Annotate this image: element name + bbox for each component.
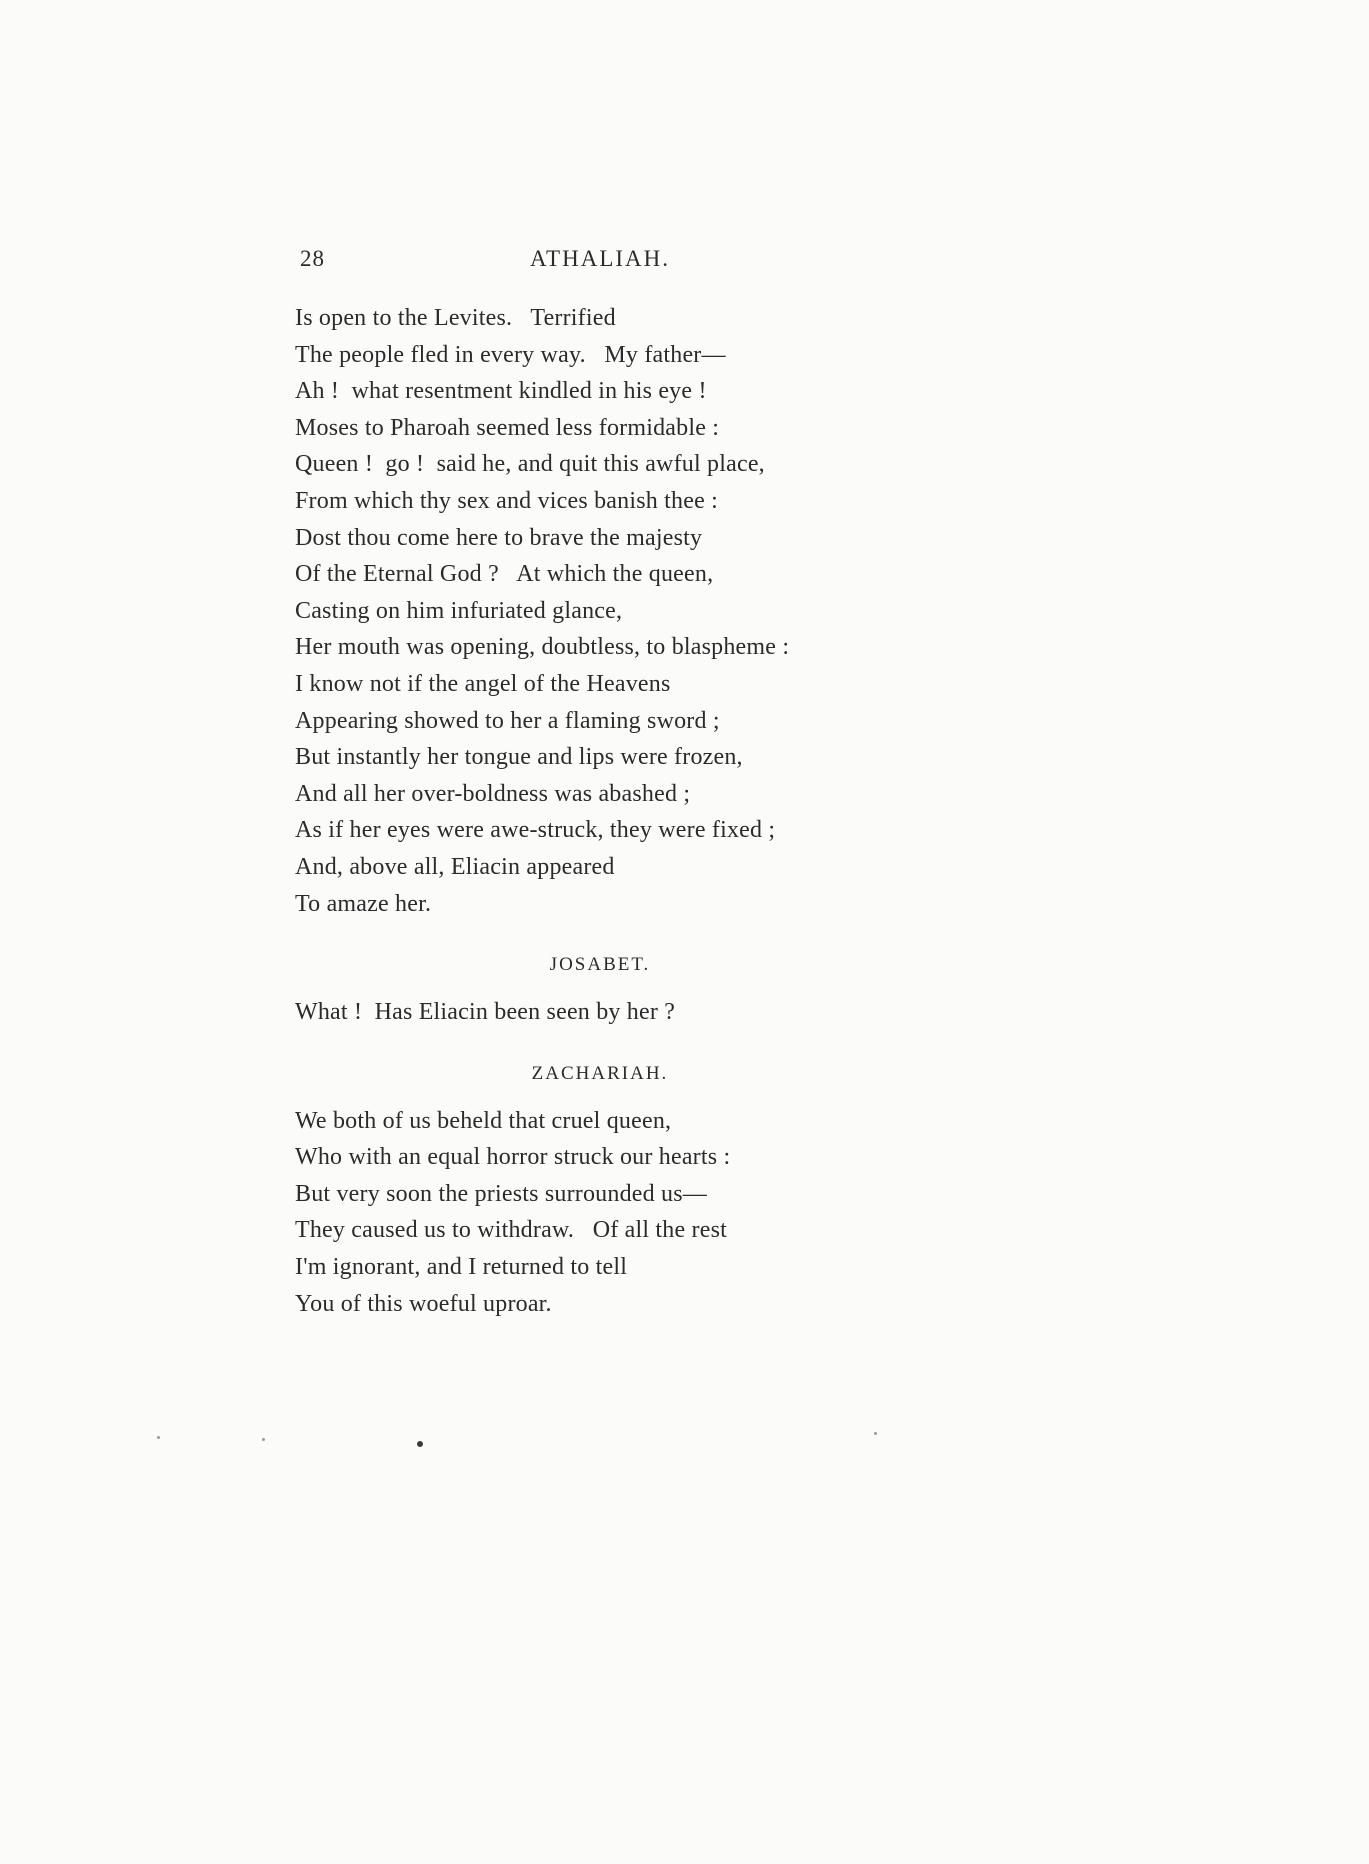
verse-line: From which thy sex and vices banish thee : [295,487,718,514]
scan-speck [262,1438,265,1441]
verse-line: The people fled in every way. My father— [295,341,726,368]
verse-line: We both of us beheld that cruel queen, [295,1107,672,1134]
verse-line: Ah ! what resentment kindled in his eye ! [295,378,707,405]
verse-line: They caused us to withdraw. Of all the rest [295,1217,727,1244]
verse-line: Of the Eternal God ? At which the queen, [295,561,714,588]
verse-line: Is open to the Levites. Terrified [295,305,616,331]
speaker-label: JOSABET. [549,954,651,976]
page-title: ATHALIAH. [529,246,670,271]
verse-line: Queen ! go ! said he, and quit this awful place, [295,451,765,478]
verse-line: And all her over-boldness was abashed ; [295,780,691,807]
verse-line: Appearing showed to her a flaming sword ; [295,707,720,734]
scan-speck [874,1432,877,1435]
scan-speck [157,1436,160,1439]
text-body [295,300,905,1322]
verse-line: Dost thou come here to brave the majesty [295,524,703,551]
verse-line: I'm ignorant, and I returned to tell [295,1254,628,1281]
verse-line: Who with an equal horror struck our hearts : [295,1144,731,1171]
verse-line: Her mouth was opening, doubtless, to blaspheme : [295,634,790,661]
page-content [295,246,905,1322]
scan-speck [417,1441,423,1447]
page-header [295,246,905,272]
verse-line: Casting on him infuriated glance, [295,597,623,624]
verse-line: As if her eyes were awe-struck, they were fixed ; [295,817,776,844]
verse-line: To amaze her. [295,890,432,917]
page-number: 28 [300,246,325,271]
verse-line: What ! Has Eliacin been seen by her ? [295,999,676,1026]
verse-line: But instantly her tongue and lips were frozen, [295,744,743,771]
speaker-label: ZACHARIAH. [531,1062,669,1084]
verse-line: I know not if the angel of the Heavens [295,670,671,697]
verse-line: You of this woeful uproar. [295,1290,552,1317]
verse-line: Moses to Pharoah seemed less formidable : [295,414,720,441]
verse-line: And, above all, Eliacin appeared [295,853,615,880]
verse-line: But very soon the priests surrounded us— [295,1180,707,1207]
